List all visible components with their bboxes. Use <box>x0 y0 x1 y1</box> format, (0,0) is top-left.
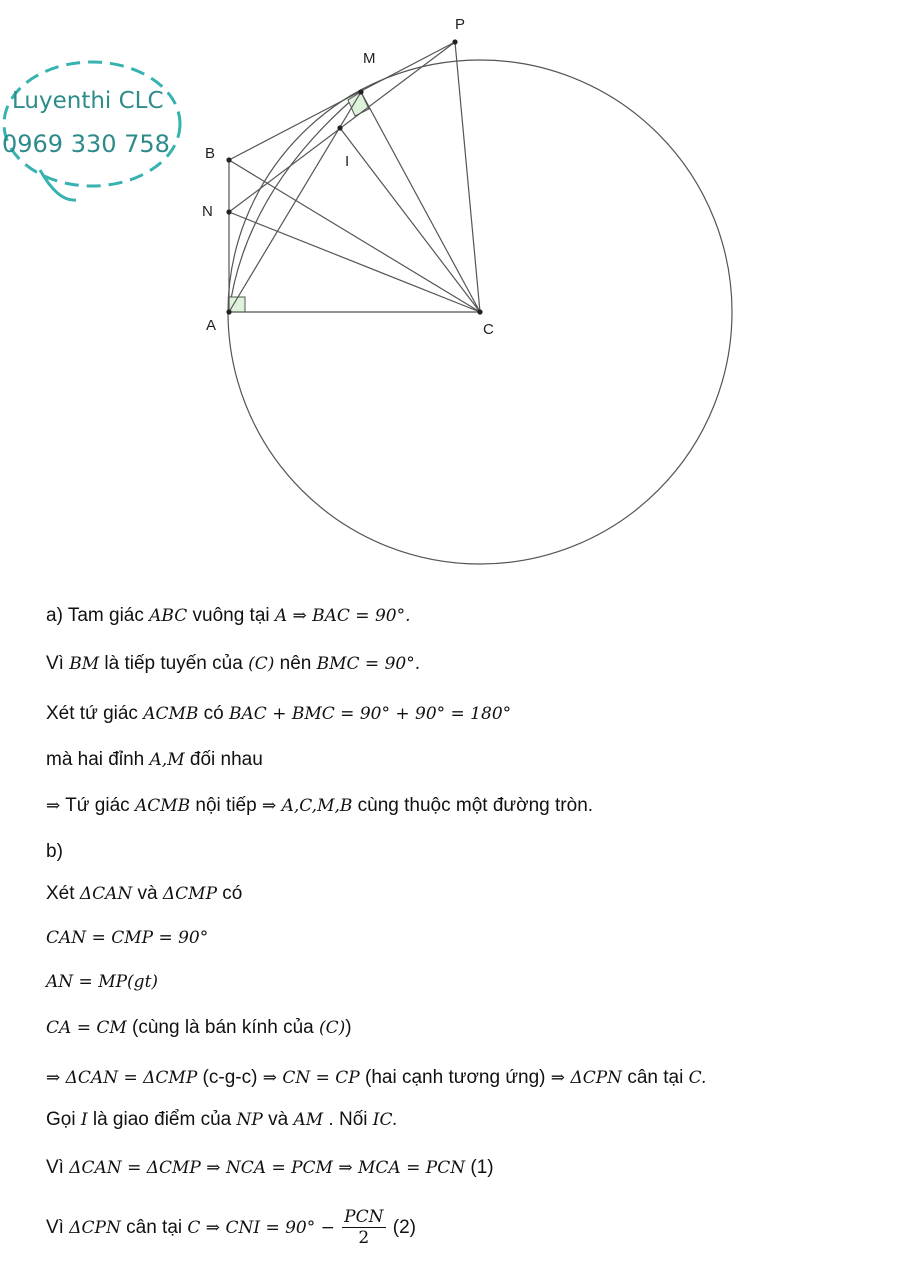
text: là giao điểm của <box>87 1109 237 1130</box>
math-expression: CA = CM <box>46 1018 127 1038</box>
figure-points <box>226 39 482 314</box>
math-term: AM <box>293 1110 324 1130</box>
math-term: ABC <box>149 606 188 626</box>
math-expression: ⇒ ΔCPN <box>550 1068 623 1088</box>
fraction <box>342 1207 385 1248</box>
part-b-line-8 <box>46 1204 416 1252</box>
label-p: P <box>455 16 466 33</box>
part-b-line-2 <box>46 926 208 950</box>
text: a) Tam giác <box>46 605 150 626</box>
math-term: A,M <box>149 750 185 770</box>
text: và <box>132 883 163 904</box>
math-term: ΔCAN <box>79 884 133 904</box>
math-expression: BAC + BMC = 90° + 90° = 180° <box>229 704 512 724</box>
label-b: B <box>205 145 216 162</box>
watermark-phone: 0969 330 758 <box>2 130 170 158</box>
text: . Nối <box>323 1109 373 1130</box>
text: cân tại <box>622 1067 689 1088</box>
text: có <box>198 703 230 724</box>
text: Xét tứ giác <box>46 703 144 724</box>
text: (2) <box>387 1217 416 1238</box>
text: cùng thuộc một đường tròn. <box>352 795 594 816</box>
text: mà hai đỉnh <box>46 749 150 770</box>
text: Tứ giác <box>60 795 135 816</box>
text: b) <box>46 841 63 862</box>
math-expression: CAN = CMP = 90° <box>46 928 209 948</box>
watermark-name: Luyenthi CLC <box>12 88 164 114</box>
text: nội tiếp <box>190 795 262 816</box>
text: cân tại <box>120 1217 188 1238</box>
math-term: A <box>274 606 288 626</box>
text: Xét <box>46 883 80 904</box>
part-a-line-2 <box>46 652 420 676</box>
text: Gọi <box>46 1109 81 1130</box>
math-symbol: ⇒ <box>46 796 61 816</box>
math-expression: ⇒ CN = CP <box>262 1068 360 1088</box>
math-expression: ⇒ ΔCAN = ΔCMP <box>46 1068 198 1088</box>
math-term: ΔCPN <box>69 1218 121 1238</box>
math-term: C. <box>688 1068 707 1088</box>
math-term: I <box>80 1110 88 1130</box>
part-b-line-1 <box>46 882 242 906</box>
label-i: I <box>345 153 350 170</box>
fraction-numerator: PCN <box>344 1207 384 1228</box>
math-term: IC. <box>372 1110 398 1130</box>
math-expression: ⇒ BAC = 90°. <box>292 606 411 626</box>
text: (hai cạnh tương ứng) <box>359 1067 551 1088</box>
math-term: (C) <box>319 1018 346 1038</box>
text: (cùng là bán kính của <box>126 1017 319 1038</box>
part-b-line-5 <box>46 1066 706 1090</box>
math-expression: ⇒ A,C,M,B <box>261 796 353 816</box>
math-term: (C) <box>248 654 275 674</box>
text: Vì <box>46 653 70 674</box>
part-b-line-3 <box>46 970 158 994</box>
part-a-line-1 <box>46 604 410 628</box>
text: (1) <box>465 1157 494 1178</box>
text: Vì <box>46 1157 70 1178</box>
math-expression: C ⇒ CNI = 90° − <box>187 1218 335 1238</box>
part-b-line-4 <box>46 1016 352 1040</box>
text: nên <box>274 653 317 674</box>
math-term: NP <box>236 1110 263 1130</box>
label-n: N <box>202 203 213 220</box>
math-expression: ΔCAN = ΔCMP ⇒ NCA = PCM ⇒ MCA = PCN <box>69 1158 466 1178</box>
text: và <box>262 1109 294 1130</box>
label-a: A <box>206 317 217 334</box>
part-b-line-6 <box>46 1108 397 1132</box>
text: vuông tại <box>187 605 275 626</box>
math-term: ACMB <box>143 704 199 724</box>
label-m: M <box>363 50 376 67</box>
text: đối nhau <box>184 749 263 770</box>
part-a-line-5 <box>46 794 593 818</box>
part-b-label <box>46 840 63 864</box>
part-a-line-4 <box>46 748 263 772</box>
fraction-denominator: 2 <box>358 1228 370 1249</box>
text: (c-g-c) <box>197 1067 263 1088</box>
part-b-line-7 <box>46 1156 494 1180</box>
math-term: BM <box>69 654 100 674</box>
math-expression: AN = MP(gt) <box>46 972 159 992</box>
text: ) <box>345 1017 352 1038</box>
text: Vì <box>46 1217 70 1238</box>
text: là tiếp tuyến của <box>99 653 249 674</box>
part-a-line-3 <box>46 702 511 726</box>
label-c: C <box>483 321 494 338</box>
text: có <box>217 883 243 904</box>
math-term: ΔCMP <box>162 884 218 904</box>
math-term: ACMB <box>134 796 191 816</box>
watermark-badge <box>0 52 190 202</box>
math-expression: BMC = 90°. <box>316 654 421 674</box>
